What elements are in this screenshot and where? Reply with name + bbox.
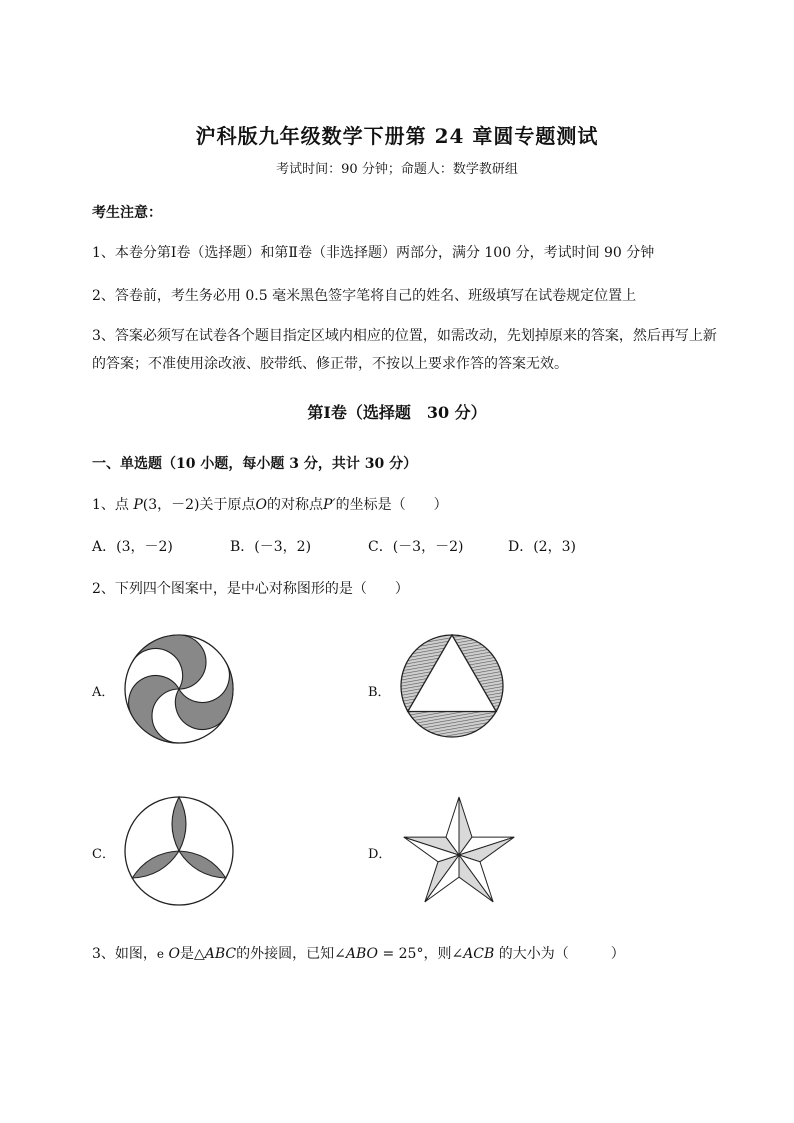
- q2-option-c-label[interactable]: C．: [92, 847, 115, 862]
- q3-then: ，则∠: [423, 946, 464, 962]
- q3-center-o: O: [168, 946, 180, 962]
- part-one-title: 第Ⅰ卷（选择题 30 分）: [307, 403, 487, 422]
- q3-circle-symbol: e: [156, 947, 165, 961]
- q2-option-a-label[interactable]: A．: [92, 685, 115, 700]
- page-title: 沪科版九年级数学下册第 24 章圆专题测试: [195, 124, 599, 148]
- q1-option-d[interactable]: D．(2，3): [508, 539, 576, 555]
- q3-angle-value: = 25°: [382, 946, 424, 962]
- q2-option-b-label[interactable]: B．: [368, 685, 391, 700]
- q3-angle-acb: ACB: [463, 946, 495, 962]
- q1-option-b[interactable]: B．(－3，2): [230, 539, 312, 555]
- figure-c-three-petals[interactable]: [122, 794, 236, 908]
- q2-option-d-label[interactable]: D．: [368, 847, 392, 862]
- notice-item-1: 1、本卷分第Ⅰ卷（选择题）和第Ⅱ卷（非选择题）两部分，满分 100 分，考试时间 90 分钟: [92, 245, 655, 261]
- q1-tail: 的坐标是（ ）: [335, 497, 448, 513]
- q3-triangle-abc: ABC: [204, 946, 237, 962]
- exam-info: 考试时间：90 分钟；命题人：数学教研组: [276, 162, 518, 177]
- notice-item-3: 3、答案必须写在试卷各个题目指定区域内相应的位置，如需改动，先划掉原来的答案，然后再写上新: [92, 328, 717, 344]
- notice-item-2: 2、答卷前，考生务必用 0.5 毫米黑色签字笔将自己的姓名、班级填写在试卷规定位置上: [92, 288, 637, 304]
- q3-num: 3、如图，: [92, 946, 157, 962]
- notice-heading: 考生注意：: [92, 205, 162, 221]
- section-title: 一、单选题（10 小题，每小题 3 分，共计 30 分）: [92, 456, 418, 472]
- q1-point-p-prime: P′: [323, 497, 336, 513]
- q3-tail: 的大小为（ ）: [498, 946, 625, 962]
- q3-circumcircle-text: 的外接圆，已知∠: [236, 946, 346, 962]
- q1-num: 1、点: [92, 497, 134, 513]
- notice-item-3-cont: 的答案；不准使用涂改液、胶带纸、修正带，不按以上要求作答的答案无效。: [92, 356, 568, 372]
- question-2-stem: 2、下列四个图案中，是中心对称图形的是（ ）: [92, 581, 409, 597]
- figure-b-triangle-in-circle[interactable]: [398, 632, 506, 740]
- figure-a-triskelion[interactable]: [122, 632, 236, 746]
- q1-option-c[interactable]: C．(－3，－2): [368, 539, 464, 555]
- q1-coord: (3，－2)关于原点: [142, 497, 256, 513]
- q1-mid: 的对称点: [267, 497, 324, 513]
- question-3-stem: [92, 943, 625, 963]
- q3-is: 是△: [179, 946, 205, 962]
- q3-angle-abo: ABO: [345, 946, 378, 962]
- q1-option-a[interactable]: A．(3，－2): [92, 539, 173, 555]
- q1-origin: O: [255, 497, 268, 513]
- question-1-stem: [92, 494, 448, 514]
- figure-d-star[interactable]: [400, 794, 518, 906]
- q1-point-p: P: [133, 497, 143, 513]
